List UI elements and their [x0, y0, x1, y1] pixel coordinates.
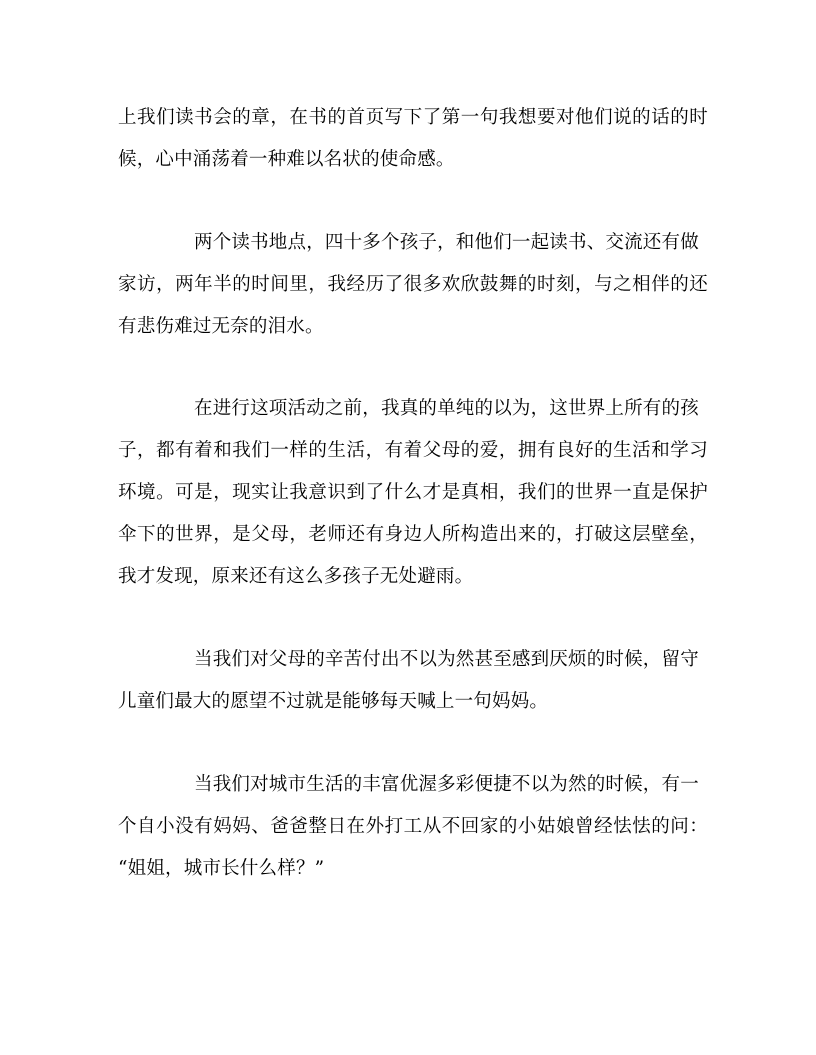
paragraph-4-line-1: 当我们对父母的辛苦付出不以为然甚至感到厌烦的时候，留守 — [194, 649, 699, 670]
paragraph-4-line-2: 儿童们最大的愿望不过就是能够每天喊上一句妈妈。 — [118, 691, 549, 712]
paragraph-2-line-1: 两个读书地点，四十多个孩子，和他们一起读书、交流还有做 — [194, 232, 699, 253]
paragraph-1-line-2: 候，心中涌荡着一种难以名状的使命感。 — [118, 149, 455, 170]
paragraph-3-line-1: 在进行这项活动之前，我真的单纯的以为，这世界上所有的孩 — [194, 398, 699, 419]
paragraph-3-line-2: 子，都有着和我们一样的生活，有着父母的爱，拥有良好的生活和学习 — [118, 440, 708, 461]
paragraph-3-line-4: 伞下的世界，是父母，老师还有身边人所构造出来的，打破这层壁垒， — [118, 524, 708, 545]
paragraph-5-line-1: 当我们对城市生活的丰富优渥多彩便捷不以为然的时候，有一 — [194, 774, 699, 795]
paragraph-2-line-3: 有悲伤难过无奈的泪水。 — [118, 316, 324, 337]
paragraph-2-line-2: 家访，两年半的时间里，我经历了很多欢欣鼓舞的时刻，与之相伴的还 — [118, 274, 708, 295]
paragraph-5-line-2: 个自小没有妈妈、爸爸整日在外打工从不回家的小姑娘曾经怯怯的问： — [118, 816, 708, 837]
paragraph-1-line-1: 上我们读书会的章，在书的首页写下了第一句我想要对他们说的话的时 — [118, 107, 708, 128]
paragraph-3-line-3: 环境。可是，现实让我意识到了什么才是真相，我们的世界一直是保护 — [118, 482, 708, 503]
paragraph-5-line-3: “姐姐，城市长什么样？” — [118, 858, 325, 879]
paragraph-3-line-5: 我才发现，原来还有这么多孩子无处避雨。 — [118, 566, 474, 587]
